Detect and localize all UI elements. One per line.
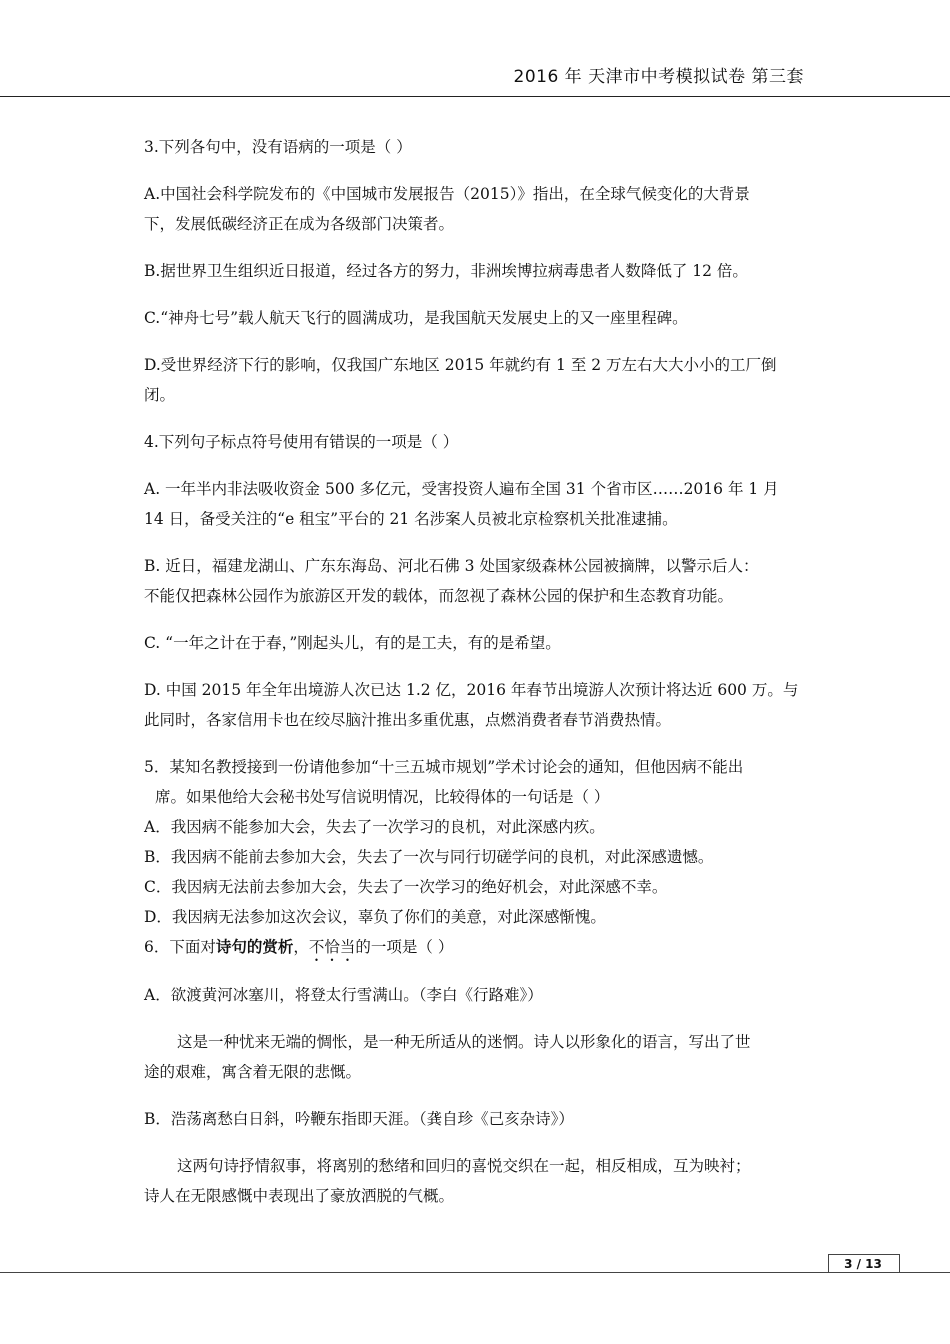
option-b-analysis-line: 这两句诗抒情叙事，将离别的愁绪和回归的喜悦交织在一起，相反相成，互为映衬；: [177, 1157, 751, 1175]
option-c: C．我因病无法前去参加大会，失去了一次学习的绝好机会，对此深感不幸。: [144, 878, 668, 896]
option-b-line: B. 近日，福建龙湖山、广东东海岛、河北石佛 3 处国家级森林公园被摘牌，以警示后人：: [144, 557, 759, 575]
stem-bold-text: 诗句的赏析: [215, 937, 294, 956]
option-a: A．我因病不能参加大会，失去了一次学习的良机，对此深感内疚。: [144, 818, 605, 836]
question-stem: [144, 932, 814, 965]
option-d-line: D.受世界经济下行的影响，仅我国广东地区 2015 年就约有 1 至 2 万左右大大小小的工厂倒: [144, 356, 777, 374]
option-d: D．我因病无法参加这次会议，辜负了你们的美意，对此深感惭愧。: [144, 908, 606, 926]
question-6: [144, 932, 814, 1211]
option-a-analysis-line: 这是一种忧来无端的惆怅，是一种无所适从的迷惘。诗人以形象化的语言，写出了世: [177, 1033, 751, 1051]
option-b-poem: B．浩荡离愁白日斜，吟鞭东指即天涯。（龚自珍《己亥杂诗》）: [144, 1110, 574, 1128]
option-a-line: A. 一年半内非法吸收资金 500 多亿元，受害投资人遍布全国 31 个省市区……2016 年 1 月: [144, 480, 779, 498]
option-d-line: 此同时，各家信用卡也在绞尽脑汁推出多重优惠，点燃消费者春节消费热情。: [144, 711, 672, 729]
document-header-title: 2016 年 天津市中考模拟试卷 第三套: [513, 67, 804, 87]
option-b: B.据世界卫生组织近日报道，经过各方的努力，非洲埃博拉病毒患者人数降低了 12 倍。: [144, 262, 748, 280]
question-stem: 3.下列各句中，没有语病的一项是（ ）: [144, 138, 412, 156]
question-3: [144, 132, 814, 410]
exam-content: [144, 132, 814, 1211]
question-4: [144, 427, 814, 735]
stem-suffix: 的一项是（ ）: [355, 938, 454, 956]
question-stem-line: 5．某知名教授接到一份请他参加“十三五城市规划”学术讨论会的通知，但他因病不能出: [144, 758, 744, 776]
option-a-line: 下，发展低碳经济正在成为各级部门决策者。: [144, 215, 455, 233]
option-d-line: 闭。: [144, 386, 176, 404]
footer-divider: [0, 1272, 950, 1273]
stem-prefix: 6．下面对: [144, 938, 216, 956]
option-b-analysis-line: 诗人在无限感慨中表现出了豪放洒脱的气概。: [144, 1187, 455, 1205]
question-stem-line: 席。如果他给大会秘书处写信说明情况，比较得体的一句话是（ ）: [155, 788, 610, 806]
option-a-line: 14 日，备受关注的“e 租宝”平台的 21 名涉案人员被北京检察机关批准逮捕。: [144, 510, 678, 528]
option-c: C. “一年之计在于春，”刚起头儿，有的是工夫，有的是希望。: [144, 634, 561, 652]
option-d-line: D. 中国 2015 年全年出境游人次已达 1.2 亿，2016 年春节出境游人次预计将达近 600 万。与: [144, 681, 799, 699]
option-b-line: 不能仅把森林公园作为旅游区开发的载体，而忽视了森林公园的保护和生态教育功能。: [144, 587, 734, 605]
question-stem: 4.下列句子标点符号使用有错误的一项是（ ）: [144, 433, 459, 451]
option-a-analysis-line: 途的艰难，寓含着无限的悲慨。: [144, 1063, 362, 1081]
option-a-poem: A．欲渡黄河冰塞川，将登太行雪满山。（李白《行路难》）: [144, 986, 543, 1004]
option-a-line: A.中国社会科学院发布的《中国城市发展报告（2015）》指出，在全球气候变化的大背景: [144, 185, 750, 203]
option-b: B．我因病不能前去参加大会，失去了一次与同行切磋学问的良机，对此深感遗憾。: [144, 848, 714, 866]
stem-emphasis-text: 不恰当: [308, 938, 356, 956]
question-5: [144, 752, 814, 932]
header-divider: [0, 96, 950, 97]
page-number: 3 / 13: [844, 1257, 882, 1271]
option-c: C.“神舟七号”载人航天飞行的圆满成功，是我国航天发展史上的又一座里程碑。: [144, 309, 688, 327]
stem-separator: ，: [293, 938, 309, 956]
